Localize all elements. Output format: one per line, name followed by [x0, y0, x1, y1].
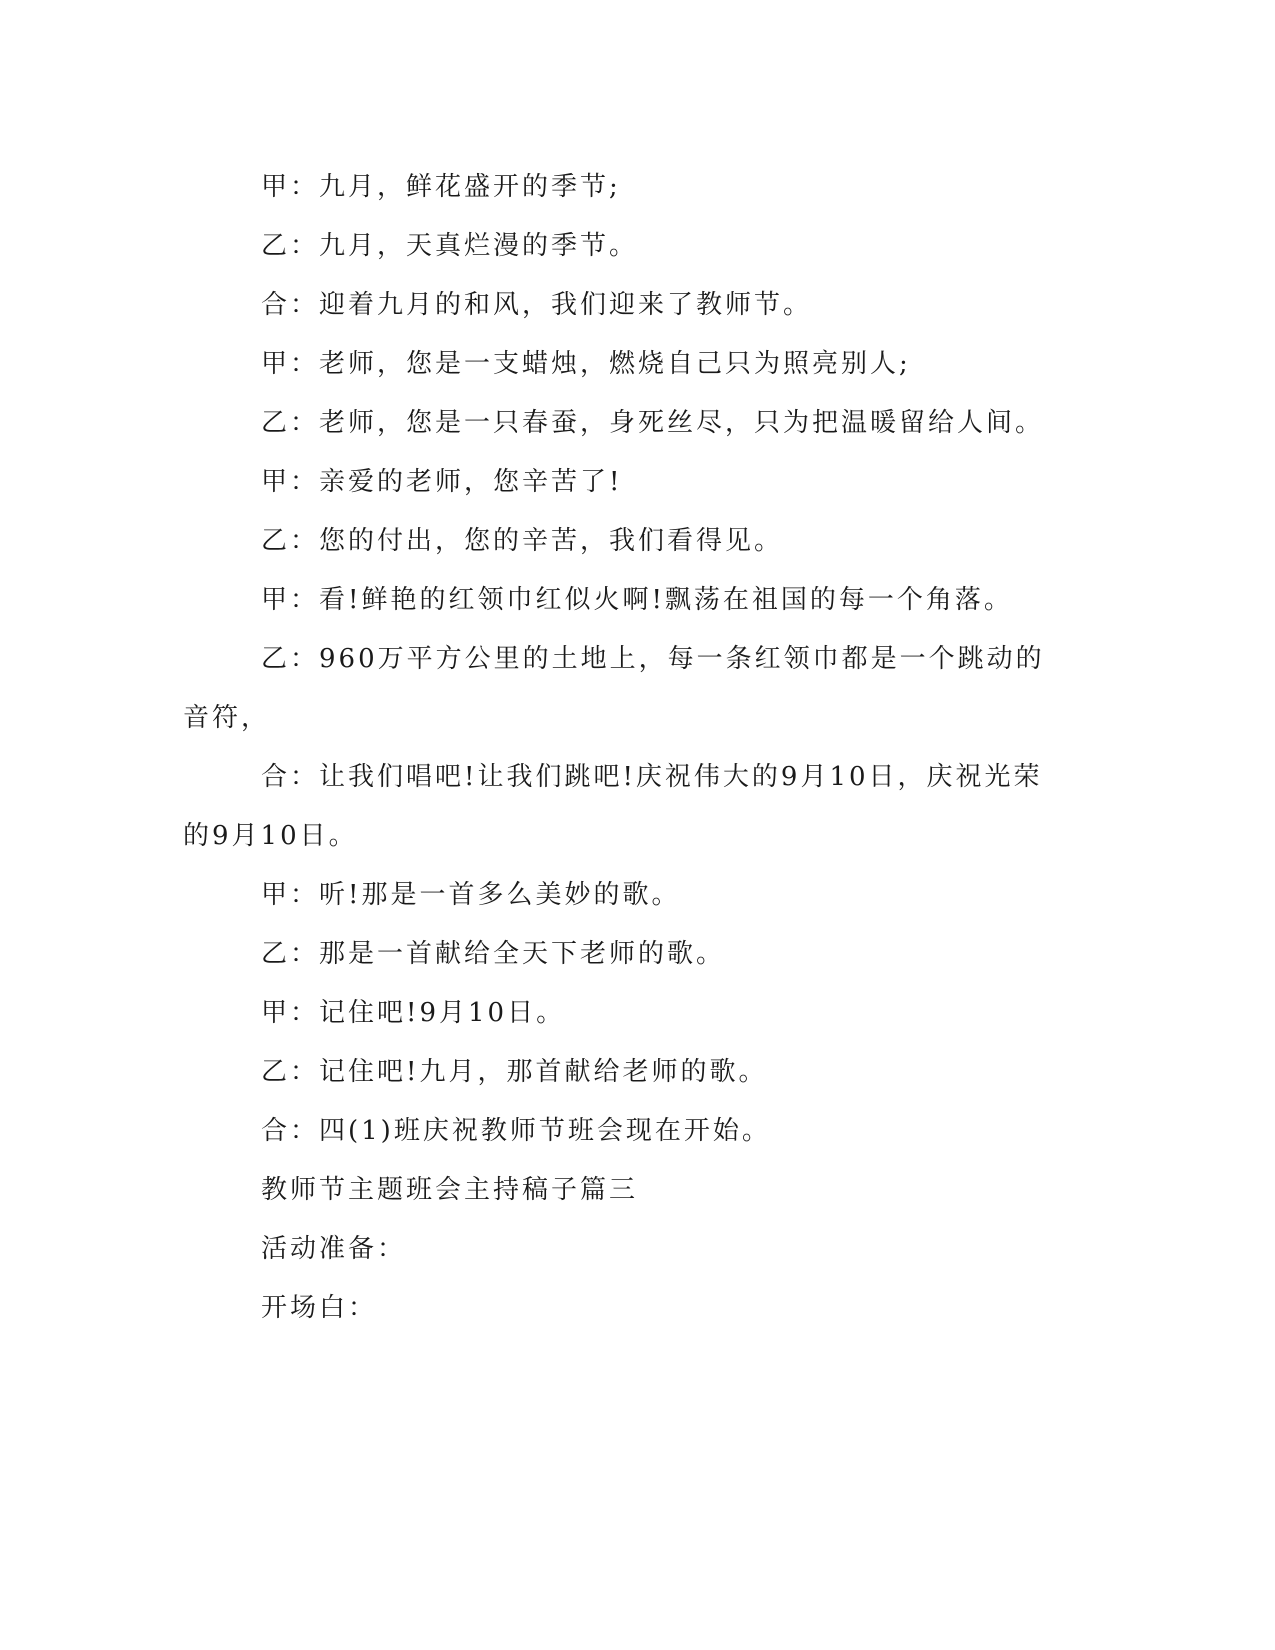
- section-heading: 教师节主题班会主持稿子篇三: [261, 1175, 639, 1205]
- paragraph-he-1: 合：迎着九月的和风，我们迎来了教师节。: [261, 290, 813, 320]
- paragraph-jia-6: 甲：记住吧!9月10日。: [261, 998, 566, 1028]
- paragraph-jia-5: 甲：听!那是一首多么美妙的歌。: [261, 880, 681, 910]
- paragraph-he-2: 合：让我们唱吧!让我们跳吧!庆祝伟大的9月10日，庆祝光荣的9月10日。: [183, 762, 1043, 851]
- paragraph-yi-2: 乙：老师，您是一只春蚕，身死丝尽，只为把温暖留给人间。: [261, 408, 1045, 438]
- document-body: [183, 158, 1063, 1338]
- opening-remarks-label: 开场白：: [261, 1293, 378, 1323]
- paragraph-yi-3: 乙：您的付出，您的辛苦，我们看得见。: [261, 526, 784, 556]
- activity-preparation-label: 活动准备：: [261, 1234, 407, 1264]
- paragraph-jia-2: 甲：老师，您是一支蜡烛，燃烧自己只为照亮别人;: [261, 349, 911, 379]
- paragraph-jia-1: 甲：九月，鲜花盛开的季节;: [261, 172, 621, 202]
- paragraph-jia-4: 甲：看!鲜艳的红领巾红似火啊!飘荡在祖国的每一个角落。: [261, 585, 1013, 615]
- paragraph-yi-6: 乙：记住吧!九月，那首献给老师的歌。: [261, 1057, 768, 1087]
- paragraph-yi-5: 乙：那是一首献给全天下老师的歌。: [261, 939, 726, 969]
- paragraph-jia-3: 甲：亲爱的老师，您辛苦了!: [261, 467, 623, 497]
- paragraph-he-3: 合：四(1)班庆祝教师节班会现在开始。: [261, 1116, 771, 1146]
- paragraph-yi-4: 乙：960万平方公里的土地上，每一条红领巾都是一个跳动的音符，: [183, 644, 1045, 733]
- paragraph-yi-1: 乙：九月，天真烂漫的季节。: [261, 231, 639, 261]
